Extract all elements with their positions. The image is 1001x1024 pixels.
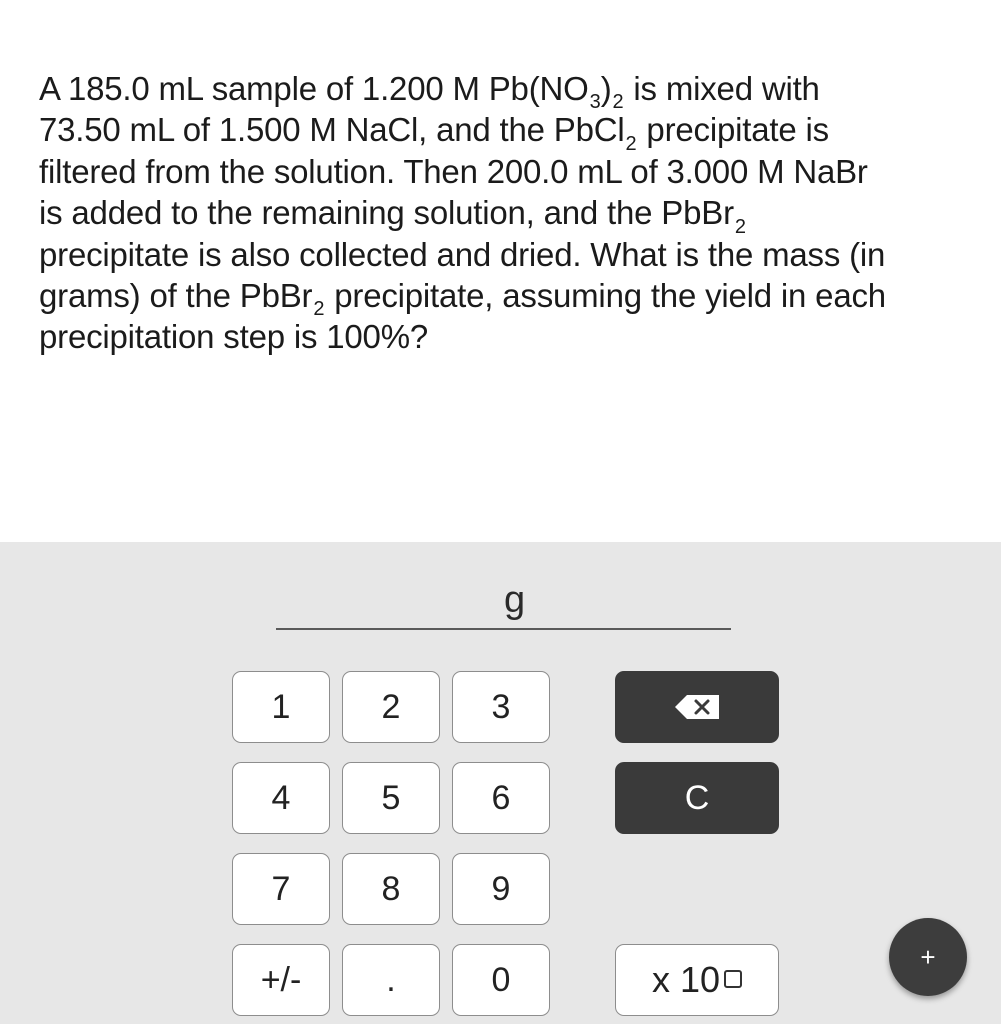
question-line xyxy=(39,68,969,114)
expand-button[interactable]: + xyxy=(889,918,967,996)
question-fragment: ) xyxy=(600,70,612,107)
question-line xyxy=(39,109,969,155)
question-line: precipitate is also collected and dried. What is the mass (in xyxy=(39,235,886,273)
subscript: 2 xyxy=(734,215,746,238)
clear-button[interactable]: C xyxy=(615,762,779,834)
question-line: filtered from the solution. Then 200.0 mL of 3.000 M NaBr xyxy=(39,152,868,190)
key-7[interactable]: 7 xyxy=(232,853,330,925)
subscript: 2 xyxy=(313,298,325,321)
question-line xyxy=(39,192,969,238)
question-text xyxy=(39,68,969,358)
question-fragment: precipitate, assuming the yield in each xyxy=(325,277,886,315)
key-4[interactable]: 4 xyxy=(232,762,330,834)
exponent-box-icon xyxy=(724,970,742,988)
unit-label: g xyxy=(504,579,526,621)
answer-input[interactable] xyxy=(276,628,731,630)
question-fragment: grams) of the PbBr xyxy=(39,277,313,315)
question-fragment: is mixed with xyxy=(624,70,820,107)
question-fragment: A 185.0 mL sample of 1.200 M Pb(NO xyxy=(39,70,589,107)
subscript: 2 xyxy=(625,132,637,155)
question-fragment: precipitate is xyxy=(637,111,829,149)
sci-label: x 10 xyxy=(651,959,721,1000)
question-line xyxy=(39,275,969,321)
scientific-notation-button[interactable] xyxy=(615,944,779,1016)
key-9[interactable]: 9 xyxy=(452,853,550,925)
backspace-icon xyxy=(673,693,721,721)
key-1[interactable]: 1 xyxy=(232,671,330,743)
decimal-button[interactable]: . xyxy=(342,944,440,1016)
key-2[interactable]: 2 xyxy=(342,671,440,743)
key-3[interactable]: 3 xyxy=(452,671,550,743)
backspace-button[interactable] xyxy=(615,671,779,743)
key-8[interactable]: 8 xyxy=(342,853,440,925)
key-0[interactable]: 0 xyxy=(452,944,550,1016)
question-fragment: is added to the remaining solution, and the PbBr xyxy=(39,194,734,232)
subscript: 2 xyxy=(612,91,624,114)
question-line: precipitation step is 100%? xyxy=(39,318,429,356)
key-5[interactable]: 5 xyxy=(342,762,440,834)
question-fragment: 73.50 mL of 1.500 M NaCl, and the PbCl xyxy=(39,111,625,149)
subscript: 3 xyxy=(589,91,600,114)
sign-toggle-button[interactable]: +/- xyxy=(232,944,330,1016)
key-6[interactable]: 6 xyxy=(452,762,550,834)
